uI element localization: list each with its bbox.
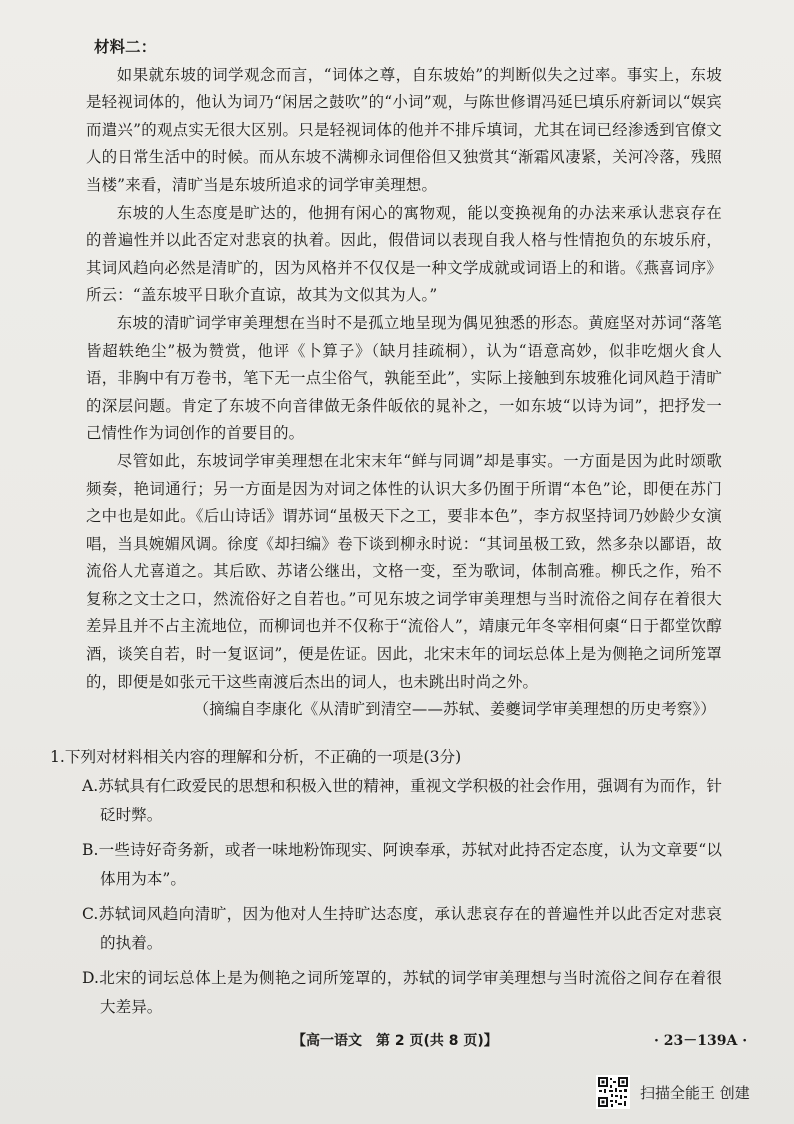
option-a: A.苏轼具有仁政爱民的思想和积极入世的精神，重视文学积极的社会作用，强调有为而作，针砭时弊。 bbox=[82, 777, 722, 824]
option-d: D.北宋的词坛总体上是为侧艳之词所笼罩的，苏轼的词学审美理想与当时流俗之间存在着很大差异。 bbox=[82, 969, 722, 1016]
material-paragraph-1: 如果就东坡的词学观念而言，“词体之尊，自东坡始”的判断似失之过率。事实上，东坡是轻视词体的，他认为词乃“闲居之鼓吹”的“小词”观，与陈世修谓冯延巳填乐府新词以“娱宾而遣兴”的观点实无很大区别。只是轻视词体的他并不排斥填词，尤其在词已经渗透到官僚文人的日常生活中的时候。而从东坡不满柳永词俚俗但又独赏其“渐霜风凄紧，关河冷落，残照当楼”来看，清旷当是东坡所追求的词学审美理想。 bbox=[86, 65, 722, 194]
page-number-label: 【高一语文 第 2 页(共 8 页)】 bbox=[292, 1033, 498, 1049]
option-b: B.一些诗好奇务新，或者一味地粉饰现实、阿谀奉承，苏轼对此持否定态度，认为文章要“以体用为本”。 bbox=[82, 841, 722, 888]
material-section bbox=[86, 34, 722, 724]
scanner-watermark bbox=[596, 1074, 750, 1110]
material-paragraph-4: 尽管如此，东坡词学审美理想在北宋末年“鲜与同调”却是事实。一方面是因为此时颂歌频奏，艳词通行；另一方面是因为对词之体性的认识大多仍囿于所谓“本色”论，即便在苏门之中也是如此。《后山诗话》谓苏词“虽极天下之工，要非本色”，李方叔坚持词乃妙龄少女演唱，当具婉媚风调。徐度《却扫编》卷下谈到柳永时说：“其词虽极工致，然多杂以鄙语，故流俗人尤喜道之。其后欧、苏诸公继出，文格一变，至为歌词，体制高雅。柳氏之作，殆不复称之文士之口，然流俗好之自若也。”可见东坡之词学审美理想与当时流俗之间存在着很大差异且并不占主流地位，而柳词也并不仅称于“流俗人”，靖康元年冬宰相何㮚“日于都堂饮醇酒，谈笑自若，时一复讴词”，便是佐证。因此，北宋末年的词坛总体上是为侧艳之词所笼罩的，即便是如张元干这些南渡后杰出的词人，也未跳出时尚之外。 bbox=[86, 451, 722, 691]
question-stem: 1.下列对材料相关内容的理解和分析，不正确的一项是(3分) bbox=[50, 748, 462, 766]
source-citation: （摘编自李康化《从清旷到清空——苏轼、姜夔词学审美理想的历史考察》） bbox=[193, 700, 716, 719]
material-paragraph-3: 东坡的清旷词学审美理想在当时不是孤立地呈现为偶见独悉的形态。黄庭坚对苏词“落笔皆超轶绝尘”极为赞赏，他评《卜算子》（缺月挂疏桐），认为“语意高妙，似非吃烟火食人语，非胸中有万卷书，笔下无一点尘俗气，孰能至此”，实际上接触到东坡雅化词风趋于清旷的深层问题。肯定了东坡不向音律做无条件皈依的晁补之，一如东坡“以诗为词”，把抒发一己情性作为词创作的首要目的。 bbox=[86, 313, 722, 443]
exam-code: · 23－139A · bbox=[654, 1033, 748, 1049]
material-paragraph-2: 东坡的人生态度是旷达的，他拥有闲心的寓物观，能以变换视角的办法来承认悲哀存在的普遍性并以此否定对悲哀的执着。因此，假借词以表现自我人格与性情抱负的东坡乐府，其词风趋向必然是清旷的，因为风格并不仅仅是一种文学成就或词语上的和谐。《燕喜词序》所云：“盖东坡平日耿介直谅，故其为文似其为人。” bbox=[86, 203, 722, 305]
material-heading: 材料二： bbox=[94, 38, 157, 56]
scanner-label: 扫描全能王 创建 bbox=[640, 1083, 750, 1102]
question-1 bbox=[50, 743, 722, 1022]
option-c: C.苏轼词风趋向清旷，因为他对人生持旷达态度，承认悲哀存在的普遍性并以此否定对悲哀的执着。 bbox=[82, 905, 722, 952]
qr-code-icon bbox=[596, 1075, 630, 1109]
